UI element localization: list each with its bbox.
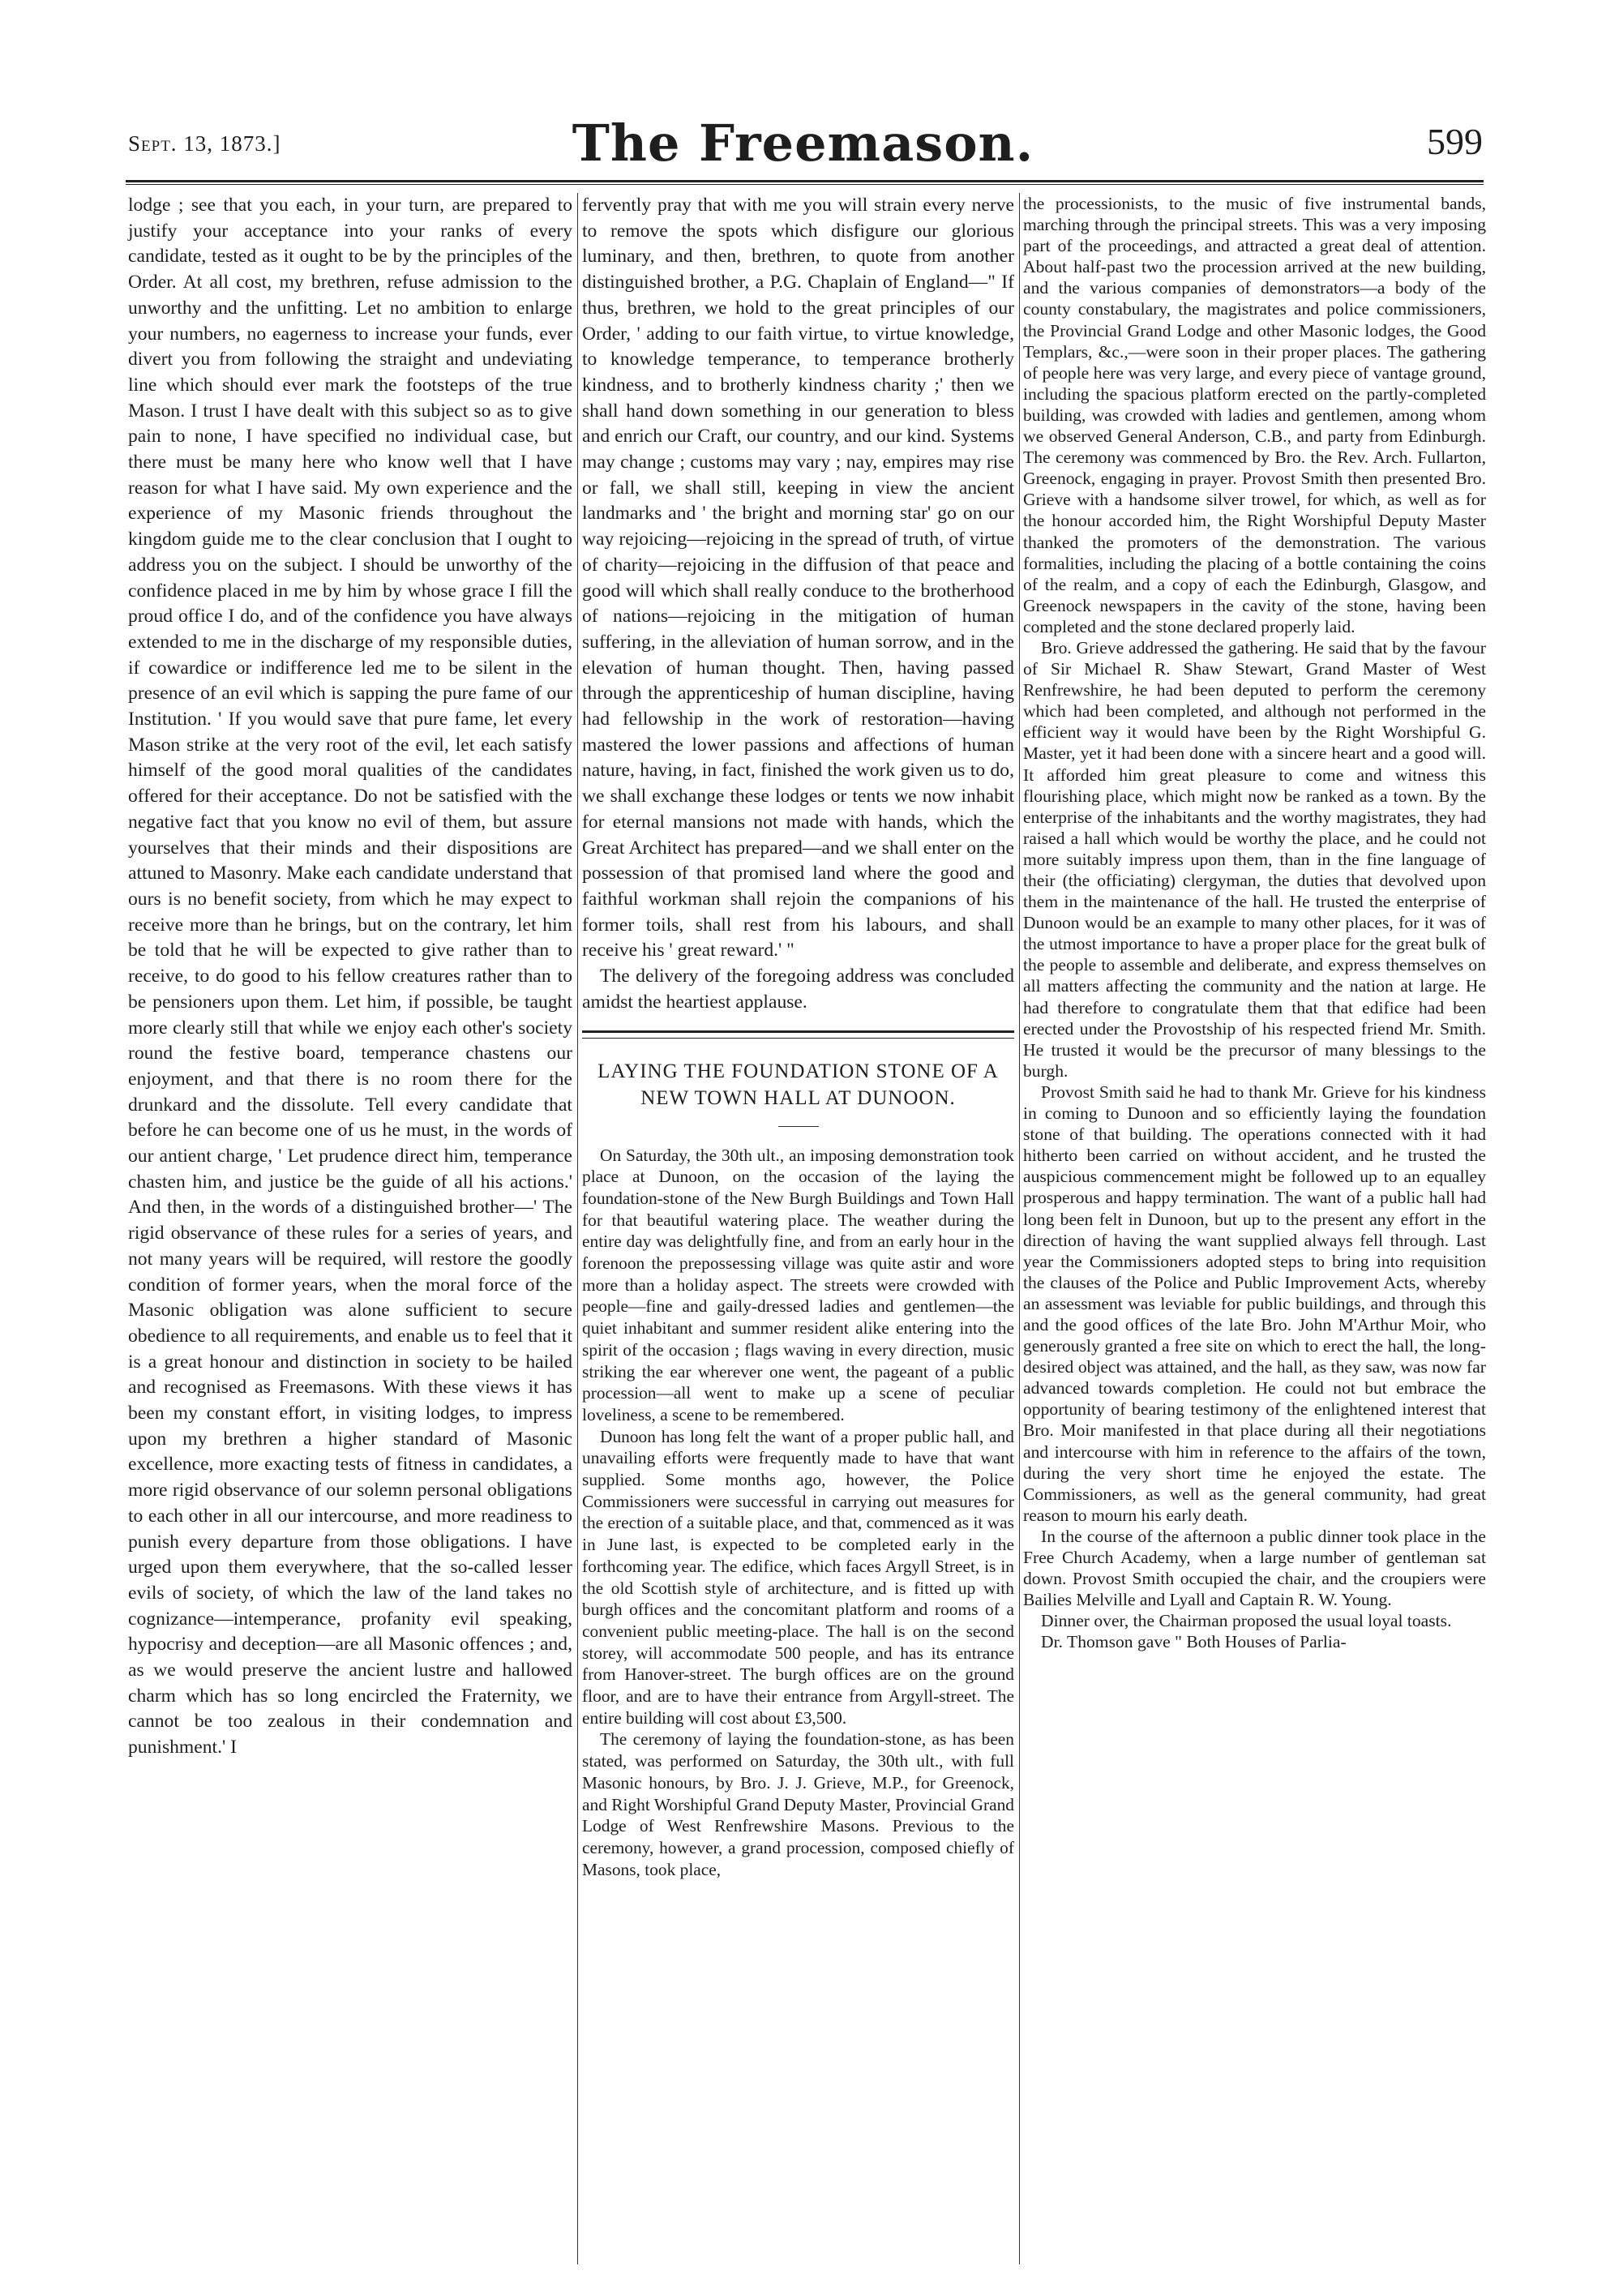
paragraph: The delivery of the foregoing address was concluded amidst the heartiest applause. [582,966,1014,1013]
header-rule [126,180,1484,182]
column-1 [128,193,572,1761]
paragraph: lodge ; see that you each, in your turn, are prepared to justify your acceptance into your ranks of every candidate, tested as it ought to be by the principles of the Order. At all cost, my brethren, refuse admission to the unworthy and the unfitting. Let no ambition to enlarge your numbers, no eagerness to increase your funds, ever divert you from following the straight and undeviating line which should ever mark the footsteps of the true Mason. I trust I have dealt with this subject so as to give pain to none, I have specified no individual case, but there must be many here who know well that I have reason for what I have said. My own experience and the experience of my Masonic friends throughout the kingdom guide me to the clear conclusion that I ought to address you on the subject. I should be unworthy of the confidence placed in me by him by whose grace I fill the proud office I do, and of the confidence you have always extended to me in the discharge of my responsible duties, if cowardice or indifference led me to be silent in the presence of an evil which is sapping the pure fame of our Institution. ' If you would save that pure fame, let every Mason strike at the very root of the evil, let each satisfy himself of the good moral qualities of the candidates offered for their acceptance. Do not be satisfied with the negative fact that you know no evil of them, but assure yourselves that their minds and their dispositions are attuned to Masonry. Make each candidate understand that ours is no benefit society, from which he may expect to receive more than he brings, but on the contrary, let him be told that he will be expected to give rather than to receive, to do good to his fellow creatures rather than to be pensioners upon them. Let him, if possible, be taught more clearly still that while we enjoy each other's society round the festive board, temperance chastens our enjoyment, and that there is no room there for the drunkard and the dissolute. Tell every candidate that before he can become one of us he must, in the words of our antient charge, ' Let prudence direct him, temperance chasten him, and justice be the guide of all his actions.' And then, in the words of a distinguished brother—' The rigid observance of these rules for a series of years, and not many years will be required, will restore the goodly condition of former years, when the moral force of the Masonic obligation was alone sufficient to secure obedience to all requirements, and enable us to feel that it is a great honour and distinction in society to be hailed and recognised as Freemasons. With these views it has been my constant effort, in visiting lodges, to impress upon my brethren a higher standard of Masonic excellence, more exacting tests of fitness in candidates, a more rigid observance of our solemn personal obligations to each other in all our intercourse, and more readiness to punish every departure from those obligations. I have urged upon them everywhere, that the so-called lesser evils of society, of which the law of the land takes no cognizance—intemperance, profanity evil speaking, hypocrisy and deception—are all Masonic offences ; and, as we would preserve the ancient lustre and hallowed charm which has so long encircled the Fraternity, we cannot be too zealous in their condemnation and punishment.' I [128,195,572,1758]
paragraph: Dinner over, the Chairman proposed the usual loyal toasts. [1041,1611,1452,1631]
paragraph: Bro. Grieve addressed the gathering. He said that by the favour of Sir Michael R. Shaw Stewart, Grand Master of West Renfrewshire, he had been deputed to perform the ceremony which had been completed, and although not performed in the efficient way it would have been by the Right Worshipful G. Master, yet it had been done with a sincere heart and a good will. It afforded him great pleasure to come and witness this flourishing place, which might now be ranked as a town. By the enterprise of the inhabitants and the worthy magistrates, they had raised a hall which would be worthy the place, and he could not more suitably impress upon them, than in the fine language of their (the officiating) clergyman, the duties that devolved upon them in the maintenance of the hall. He trusted the enterprise of Dunoon would be an example to many other places, for it was of the utmost importance to have a proper place for the great bulk of the people to assemble and deliberate, and express themselves on all matters affecting the community and the nation at large. He had therefore to congratulate them that that edifice had been erected under the Provostship of his respected friend Mr. Smith. He trusted it would be the precursor of many blessings to the burgh. [1023,637,1486,1081]
column-3 [1023,193,1486,1652]
page-number: 599 [1427,121,1483,162]
paragraph: In the course of the afternoon a public dinner took place in the Free Church Academy, when a large number of gentleman sat down. Provost Smith occupied the chair, and the croupiers were Bailies Melville and Lyall and Captain R. W. Young. [1023,1526,1486,1610]
paragraph: The ceremony of laying the foundation-stone, as has been stated, was performed on Saturday, the 30th ult., with full Masonic honours, by Bro. J. J. Grieve, M.P., for Greenock, and Right Worshipful Grand Deputy Master, Provincial Grand Lodge of West Renfrewshire Masons. Previous to the ceremony, however, a grand procession, composed chiefly of Masons, took place, [582,1729,1014,1879]
paragraph: fervently pray that with me you will strain every nerve to remove the spots which disfigure our glorious luminary, and then, brethren, to quote from another distinguished brother, a P.G. Chaplain of England—" If thus, brethren, we hold to the great principles of our Order, ' adding to our faith virtue, to virtue knowledge, to knowledge temperance, to temperance brotherly kindness, and to brotherly kindness charity ;' then we shall hand down something in our generation to bless and enrich our Craft, our country, and our kind. Systems may change ; customs may vary ; nay, empires may rise or fall, we shall still, keeping in view the ancient landmarks and ' the bright and morning star' go on our way rejoicing—rejoicing in the spread of truth, of virtue of charity—rejoicing in the diffusion of that peace and good will which shall really conduce to the brotherhood of nations—rejoicing in the mitigation of human suffering, in the alleviation of human sorrow, and in the elevation of human thought. Then, having passed through the apprenticeship of human discipline, having had fellowship in the work of restoration—having mastered the lower passions and affections of human nature, having, in fact, finished the work given us to do, we shall exchange these lodges or tents we now inhabit for eternal mansions not made with hands, which the Great Architect has prepared—and we shall enter on the possession of that promised land where the good and faithful workman shall rejoin the companions of his former toils, shall rest from his labours, and shall receive his ' great reward.' " [582,195,1014,962]
paragraph: Dunoon has long felt the want of a proper public hall, and unavailing efforts were frequently made to have that want supplied. Some months ago, however, the Police Commissioners were successful in carrying out measures for the erection of a suitable place, and that, commenced as it was in June last, is expected to be completed early in the forthcoming year. The edifice, which faces Argyll Street, is in the old Scottish style of architecture, and is fitted up with burgh offices and the concomitant platform and rooms of a convenient public meeting-place. The hall is on the second storey, will accommodate 500 people, and has its entrance from Hanover-street. The burgh offices are on the ground floor, and are to have their entrance from Argyll-street. The entire building will cost about £3,500. [582,1426,1014,1728]
article-heading: LAYING THE FOUNDATION STONE OF A NEW TOWN HALL AT DUNOON. [597,1060,999,1109]
paragraph: Dr. Thomson gave " Both Houses of Parlia- [1041,1632,1347,1652]
column-divider [577,193,578,2264]
issue-date: Sept. 13, 1873.] [128,131,281,156]
section-separator [582,1030,1014,1039]
paragraph: Provost Smith said he had to thank Mr. Grieve for his kindness in coming to Dunoon and so efficiently laying the foundation stone of that building. The operations connected with it had hitherto been carried on without accident, and he trusted the auspicious commencement might be followed up to an equalley prosperous and happy termination. The want of a public hall had long been felt in Dunoon, but up to the present any effort in the direction of having the want supplied always fell through. Last year the Commissioners adopted steps to bring into requisition the clauses of the Police and Public Improvement Acts, whereby an assessment was leviable for public buildings, and through this and the good offices of the late Bro. John M'Arthur Moir, who generously granted a free site on which to erect the hall, the long-desired object was attained, and the hall, as they saw, was now far advanced towards completion. He could not but embrace the opportunity of bearing testimony of the enlightened interest that Bro. Moir manifested in that place during all their negotiations and intercourse with him in reference to the affairs of the town, during the very short time he enjoyed the estate. The Commissioners, as well as the general community, had great reason to mourn his early death. [1023,1082,1486,1525]
paragraph: On Saturday, the 30th ult., an imposing demonstration took place at Dunoon, on the occasion of the laying the foundation-stone of the New Burgh Buildings and Town Hall for that beautiful watering place. The weather during the entire day was delightfully fine, and from an early hour in the forenoon the prepossessing village was quite astir and wore more than a holiday aspect. The streets were crowded with people—fine and gaily-dressed ladies and gentlemen—the quiet inhabitant and summer resident alike entering into the spirit of the occasion ; flags waving in every direction, music striking the ear wherever one went, the pageant of a public procession—all went to make up a scene of peculiar loveliness, a scene to be remembered. [582,1145,1014,1424]
header-rule-thin [126,184,1484,185]
heading-rule [778,1126,819,1127]
paragraph: the processionists, to the music of five instrumental bands, marching through the principal streets. This was a very imposing part of the proceedings, and attracted a great deal of attention. About half-past two the procession arrived at the new building, and the various companies of demonstrators—a body of the county constabulary, the magistrates and police commissioners, the Provincial Grand Lodge and other Masonic lodges, the Good Templars, &c.,—were soon in their proper places. The gathering of people here was very large, and every piece of vantage ground, including the spacious platform erected on the partly-completed building, was crowded with ladies and gentlemen, among whom we observed General Anderson, C.B., and party from Edinburgh. The ceremony was commenced by Bro. the Rev. Arch. Fullarton, Greenock, engaging in prayer. Provost Smith then presented Bro. Grieve with a handsome silver trowel, for which, as well as for the honour accorded him, the Right Worshipful Deputy Master thanked the promoters of the demonstration. The various formalities, including the placing of a bottle containing the coins of the realm, and a copy of each the Edinburgh, Glasgow, and Greenock newspapers in the cavity of the stone, having been completed and the stone declared properly laid. [1023,194,1486,636]
masthead-title: The Freemason. [572,114,1034,173]
column-2 [582,193,1014,1880]
column-divider [1019,193,1020,2264]
